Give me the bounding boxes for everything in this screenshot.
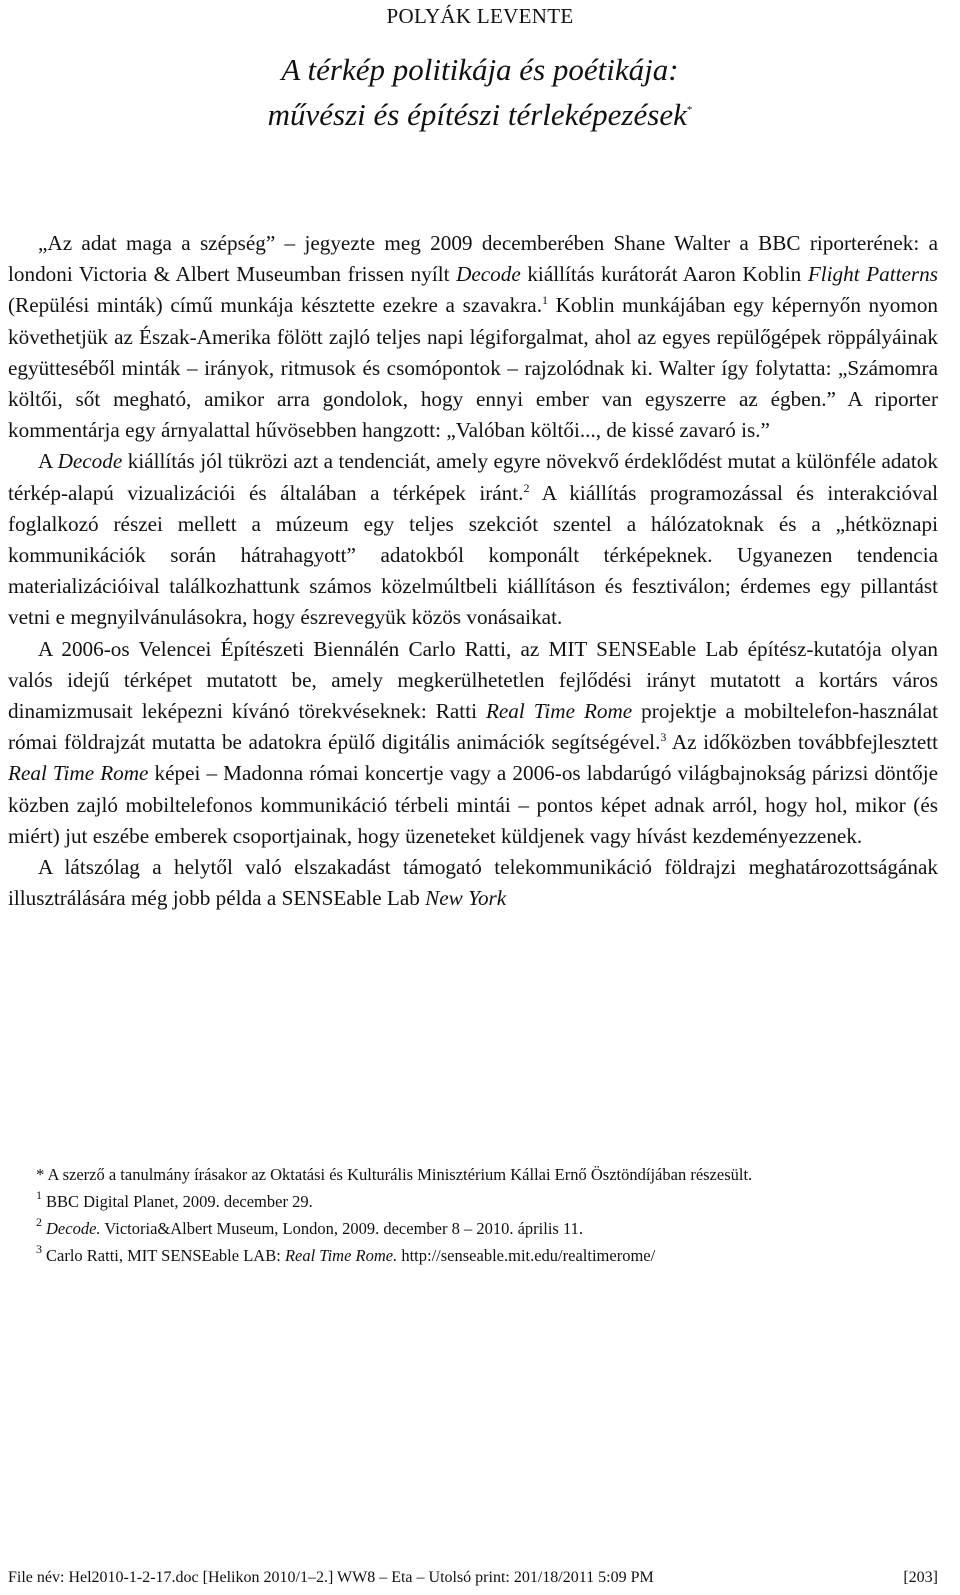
footnotes xyxy=(8,1161,938,1269)
footnote-1 xyxy=(8,1188,938,1215)
footnote-3-text-1: Carlo Ratti, MIT SENSEable LAB: xyxy=(46,1246,285,1265)
p3-italic-real-time-rome-2: Real Time Rome xyxy=(8,761,149,786)
page-footer xyxy=(8,1568,938,1588)
p1-text-3: (Repülési minták) című munkája késztette ezekre a szavakra. xyxy=(8,293,542,318)
article-body xyxy=(8,228,938,914)
p1-italic-flight-patterns: Flight Patterns xyxy=(807,262,939,287)
footer-file-info: File név: Hel2010-1-2-17.doc [Helikon 2010/1–2.] WW8 – Eta – Utolsó print: 201/18/2011 5:09 PM xyxy=(8,1569,654,1586)
p1-text-2: kiállítás kurátorát Aaron Koblin xyxy=(520,262,808,287)
p1-italic-decode: Decode xyxy=(456,262,521,287)
title-line-2: művészi és építészi térleképezések xyxy=(267,97,687,132)
paragraph-2 xyxy=(8,446,938,633)
footnote-2-italic: Decode. xyxy=(46,1219,101,1238)
p2-italic-decode: Decode xyxy=(57,449,123,474)
p3-text-4: képei – Madonna római koncertje vagy a 2006-os labdarúgó világbajnokság párizsi döntője közben zajló mobiltelefonos kommunikáció térbeli mintái – pontos képet adnak arról, hogy hol, mikor (és miért) jut eszébe emberek csoportjainak, hogy üzeneteket küldjenek vagy hívást kezdeményezzenek. xyxy=(8,761,938,848)
footnote-3-url[interactable]: http://senseable.mit.edu/realtimerome/ xyxy=(397,1246,656,1265)
p1-text-4: Koblin munkájában egy képernyőn nyomon követhetjük az Észak-Amerika fölött zajló teljes napi légiforgalmat, ahol az egyes repülőgépek röppályáinak együtteséből minták – irányok, ritmusok és csomópontok – rajzolódnak ki. Walter így folytatta: „Számomra költői, sőt megható, amikor arra gondolok, hogy ennyi ember van egyszerre az égben.” A riporter kommentárja egy árnyalattal hűvösebben hangzott: „Valóban költői..., de kissé zavaró is.” xyxy=(8,293,939,443)
footnote-2-number: 2 xyxy=(36,1215,42,1229)
footnote-3 xyxy=(8,1242,938,1269)
paragraph-4 xyxy=(8,852,938,914)
footnote-ref-2[interactable]: 2 xyxy=(523,480,530,495)
page-number: [203] xyxy=(903,1569,938,1586)
p3-text-2: projektje a mobiltelefon-használat római földrajzát mutatta be adatokra épülő digitális animációk segítségével. xyxy=(8,699,939,755)
title-line-1: A térkép politikája és poétikája: xyxy=(281,52,679,87)
p2-text-1: A xyxy=(38,449,58,474)
p1-text-1: „Az adat maga a szépség” – jegyezte meg 2009 decemberében Shane Walter a BBC riporterének: a londoni Victoria & Albert Museumban frissen nyílt xyxy=(8,231,938,287)
footnote-asterisk: * A szerző a tanulmány írásakor az Oktatási és Kulturális Minisztérium Kállai Ernő Ösztöndíjában részesült. xyxy=(36,1165,753,1184)
p2-text-3: A kiállítás programozással és interakcióval foglalkozó részei mellett a múzeum egy teljes szekciót szentel a hálózatoknak és a „hétköznapi kommunikációk során hátrahagyott” adatokból komponált térképeknek. Ugyanezen tendencia materializációival találkozhattunk számos közelmúltbeli kiállításon és fesztiválon; érdemes egy pillantást vetni e megnyilvánulásokra, hogy észrevegyük közös vonásaikat. xyxy=(8,480,938,630)
footnote-1-text: BBC Digital Planet, 2009. december 29. xyxy=(46,1192,313,1211)
p4-text-1: A látszólag a helytől való elszakadást támogató telekommunikáció földrajzi meghatározottságának illusztrálására még jobb példa a SENSEable Lab xyxy=(8,855,938,911)
paragraph-3 xyxy=(8,634,938,852)
article-title xyxy=(0,50,960,135)
p3-text-1: A 2006-os Velencei Építészeti Biennálén Carlo Ratti, az MIT SENSEable Lab építész-kutatója olyan valós idejű térképet mutatott be, amely megkerülhetetlen fejlődési irányt mutatott a kortárs város dinamizmusait leképezni kívánó törekvéseknek: Ratti xyxy=(8,636,938,724)
p2-text-2: kiállítás jól tükrözi azt a tendenciát, amely egyre növekvő érdeklődést mutat a különféle adatok térkép-alapú vizualizációi és általában a térképek iránt. xyxy=(8,449,938,505)
footnote-2-text: Victoria&Albert Museum, London, 2009. december 8 – 2010. április 11. xyxy=(100,1219,583,1238)
p3-italic-real-time-rome: Real Time Rome xyxy=(485,699,633,724)
footnote-ref-3[interactable]: 3 xyxy=(660,730,667,745)
footnote-3-number: 3 xyxy=(36,1242,42,1256)
footnote-3-italic: Real Time Rome. xyxy=(284,1246,398,1265)
footnote-ref-1[interactable]: 1 xyxy=(542,293,548,308)
p4-italic-new-york: New York xyxy=(425,886,507,911)
author-name: POLYÁK LEVENTE xyxy=(386,4,574,28)
footnote-2 xyxy=(8,1215,938,1242)
footnote-1-number: 1 xyxy=(36,1188,42,1202)
paragraph-1 xyxy=(8,228,938,446)
p3-text-3: Az időközben továbbfejlesztett xyxy=(666,730,939,755)
title-footnote-mark: * xyxy=(686,104,693,116)
